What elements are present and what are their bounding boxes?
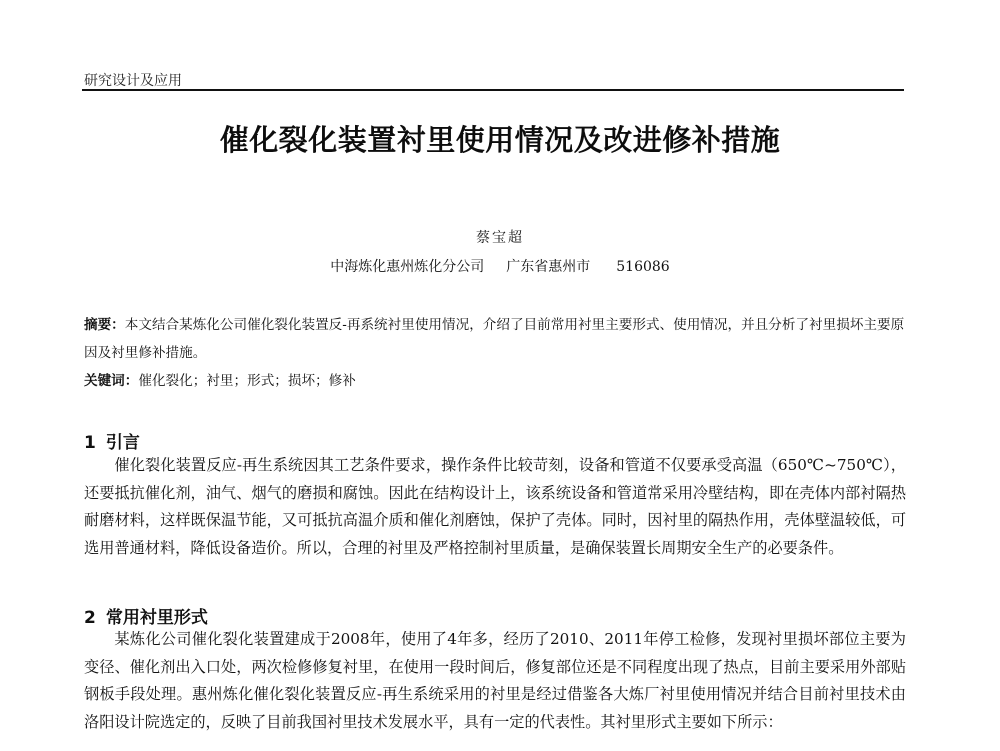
abstract-block: [84, 311, 906, 395]
section-heading-2: [84, 603, 208, 628]
section-number: 1: [84, 433, 96, 453]
section-number: 2: [84, 608, 96, 628]
abstract-label: 摘要：: [84, 317, 125, 333]
article-title: 催化裂化装置衬里使用情况及改进修补措施: [219, 123, 781, 157]
keywords-text: 催化裂化；衬里；形式；损坏；修补: [138, 373, 356, 389]
section-heading-1: [84, 428, 140, 453]
abstract-text: 本文结合某炼化公司催化裂化装置反-再系统衬里使用情况，介绍了目前常用衬里主要形式、使用情况，并且分析了衬里损坏主要原因及衬里修补措施。: [84, 317, 905, 361]
section-title: 常用衬里形式: [105, 608, 208, 628]
affiliation-place: 广东省惠州市: [506, 259, 591, 275]
header-rule: [82, 89, 904, 91]
section-body-1: [84, 452, 906, 563]
running-header: 研究设计及应用: [84, 73, 182, 89]
affiliation: [0, 256, 1000, 276]
abstract: [84, 311, 906, 367]
section-body-2: [84, 626, 906, 737]
section-title: 引言: [105, 433, 140, 453]
paragraph: 某炼化公司催化裂化装置建成于2008年，使用了4年多，经历了2010、2011年停工检修，发现衬里损坏部位主要为变径、催化剂出入口处，两次检修修复衬里，在使用一段时间后，修复部位还是不同程度出现了热点，目前主要采用外部贴钢板手段处理。惠州炼化催化裂化装置反应-再生系统采用的衬里是经过借鉴各大炼厂衬里使用情况并结合目前衬里技术由洛阳设计院选定的，反映了目前我国衬里技术发展水平，具有一定的代表性。其衬里形式主要如下所示：: [84, 630, 906, 732]
affiliation-org: 中海炼化惠州炼化分公司: [330, 259, 485, 275]
paragraph: 催化裂化装置反应-再生系统因其工艺条件要求，操作条件比较苛刻，设备和管道不仅要承受高温（650℃~750℃），还要抵抗催化剂，油气、烟气的磨损和腐蚀。因此在结构设计上，该系统设备和管道常采用冷壁结构，即在壳体内部衬隔热耐磨材料，这样既保温节能，又可抵抗高温介质和催化剂磨蚀，保护了壳体。同时，因衬里的隔热作用，壳体壁温较低，可选用普通材料，降低设备造价。所以，合理的衬里及严格控制衬里质量，是确保装置长周期安全生产的必要条件。: [84, 456, 906, 558]
affiliation-postcode: 516086: [616, 259, 670, 275]
keywords-label: 关键词：: [84, 373, 139, 389]
keywords: [84, 367, 906, 395]
author-name: 蔡宝超: [476, 230, 524, 246]
